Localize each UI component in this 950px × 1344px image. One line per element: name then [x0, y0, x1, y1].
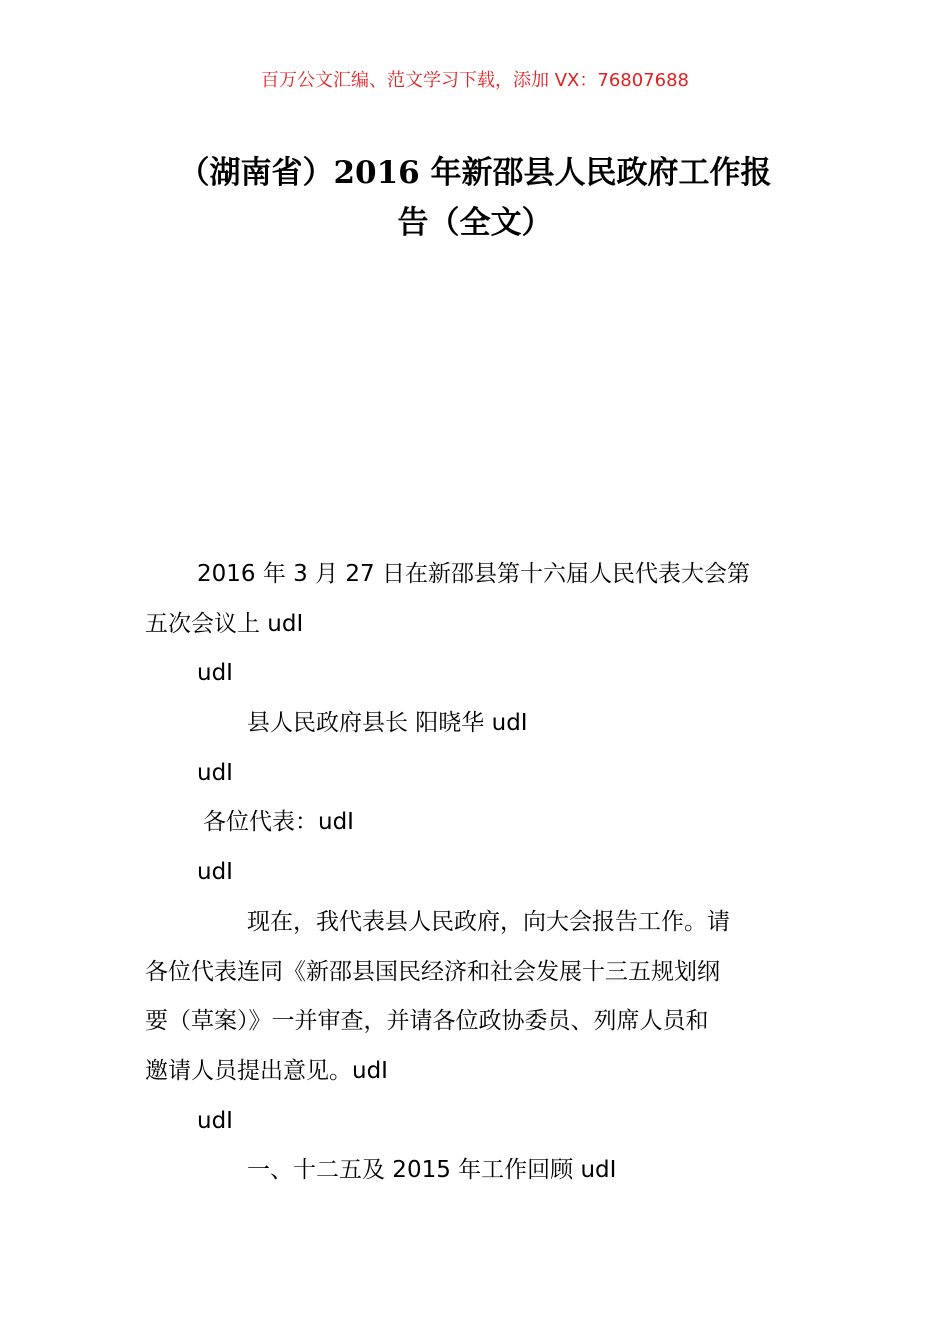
body-line-marker: udI: [197, 759, 233, 786]
document-body: [145, 550, 810, 1196]
body-line-author: 县人民政府县长 阳晓华 udI: [247, 710, 528, 737]
title-line-1: （湖南省）2016 年新邵县人民政府工作报: [178, 155, 772, 191]
header-banner: 百万公文汇编、范文学习下载，添加 VX：76807688: [261, 70, 689, 91]
section-heading: 一、十二五及 2015 年工作回顾 udI: [247, 1157, 617, 1184]
body-line-marker: udI: [197, 1107, 233, 1134]
document-title: [130, 148, 820, 248]
body-paragraph-line: 要（草案）》一并审查，并请各位政协委员、列席人员和: [145, 1008, 709, 1035]
body-line-date: 2016 年 3 月 27 日在新邵县第十六届人民代表大会第: [197, 561, 750, 587]
body-line-marker: udI: [197, 859, 233, 886]
body-paragraph-line: 现在，我代表县人民政府，向大会报告工作。请: [247, 908, 730, 935]
body-line-marker: udI: [197, 660, 233, 687]
body-paragraph-line: 邀请人员提出意见。udI: [145, 1057, 388, 1084]
body-line-meeting: 五次会议上 udI: [145, 610, 304, 637]
body-paragraph-line: 各位代表连同《新邵县国民经济和社会发展十三五规划纲: [145, 958, 720, 985]
title-line-2: 告（全文）: [397, 205, 553, 241]
body-line-salutation: 各位代表：udI: [203, 809, 354, 836]
